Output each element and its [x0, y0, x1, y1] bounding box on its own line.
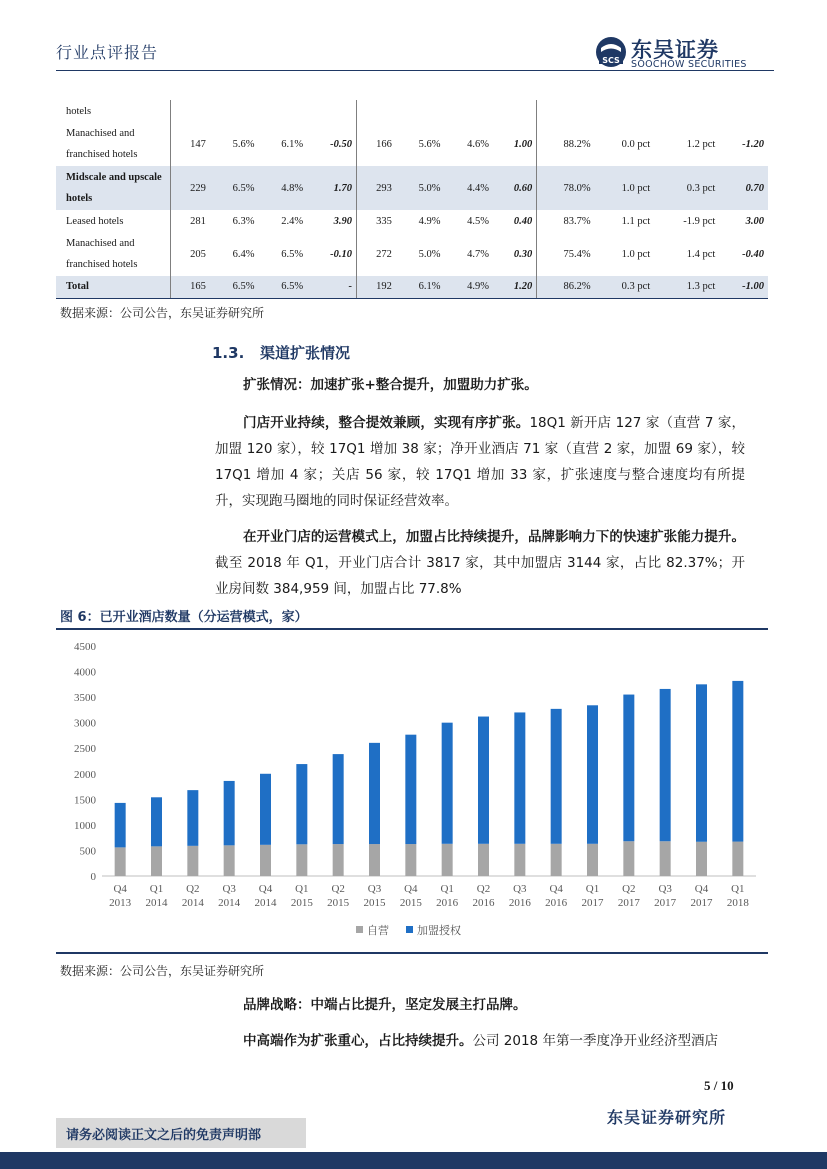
x-tick-label: Q1: [440, 883, 454, 895]
paragraph-brand-strategy: [215, 992, 745, 1018]
table-cell: 4.6%: [467, 138, 490, 150]
bar-franchised: [260, 774, 271, 845]
x-tick-label: 2013: [109, 897, 132, 909]
x-tick-label: Q1: [731, 883, 745, 895]
table-cell: [493, 100, 537, 122]
table-cell: [537, 100, 595, 122]
table-cell: 1.70: [307, 166, 356, 210]
x-tick-label: 2015: [399, 897, 422, 909]
legend-swatch: [356, 926, 363, 933]
table-row: [56, 210, 768, 232]
bar-franchised: [660, 689, 671, 841]
table-row: [56, 276, 768, 298]
x-tick-label: 2014: [218, 897, 241, 909]
y-tick-label: 3000: [74, 717, 96, 730]
svg-text:SCS: SCS: [602, 56, 620, 65]
table-cell: 281: [190, 215, 206, 227]
bar-franchised: [478, 717, 489, 844]
table-cell: 272: [376, 248, 392, 260]
x-tick-label: 2017: [690, 897, 713, 909]
table-cell: 147: [190, 138, 206, 150]
table-cell: 1.4 pct: [686, 248, 716, 260]
operating-metrics-table: [56, 100, 768, 299]
table-cell: -1.20: [742, 138, 764, 150]
y-tick-label: 4500: [74, 641, 96, 653]
paragraph-bold-lead: 品牌战略：中端占比提升，坚定发展主打品牌。: [243, 997, 527, 1013]
table-cell: 1.20: [493, 276, 537, 298]
table-cell: 3.00: [745, 215, 764, 227]
table-cell: [595, 100, 654, 122]
footer-disclaimer: 请务必阅读正文之后的免责声明部: [66, 1128, 262, 1143]
row-label: Manachised and franchised hotels: [56, 122, 171, 166]
table-source-note: 数据来源：公司公告，东吴证券研究所: [60, 306, 265, 320]
table-cell: [307, 100, 356, 122]
x-tick-label: 2016: [472, 897, 495, 909]
row-label: hotels: [56, 100, 171, 122]
x-tick-label: 2016: [436, 897, 459, 909]
legend-label: 加盟授权: [417, 924, 461, 937]
table-cell: 0.0 pct: [621, 138, 651, 150]
y-tick-label: 3500: [74, 692, 96, 705]
table-cell: 4.8%: [259, 166, 308, 210]
table-cell: 293: [356, 166, 395, 210]
paragraph-expansion-summary: [215, 372, 745, 398]
row-label: Total: [56, 276, 171, 298]
x-tick-label: 2017: [654, 897, 677, 909]
bar-franchised: [151, 797, 162, 846]
page-number: 5 / 10: [704, 1078, 734, 1093]
legend-label: 自营: [367, 924, 389, 937]
x-tick-label: 2016: [545, 897, 568, 909]
bar-self-operated: [732, 842, 743, 876]
report-type-title: 行业点评报告: [56, 43, 159, 62]
x-tick-label: 2014: [254, 897, 277, 909]
bar-franchised: [224, 781, 235, 845]
logo-mark-icon: [595, 36, 627, 68]
y-tick-label: 1000: [74, 819, 96, 832]
table-cell: 1.2 pct: [686, 138, 716, 150]
paragraph-bold-lead: 门店开业持续，整合提效兼顾，实现有序扩张。: [243, 415, 530, 431]
bar-self-operated: [551, 844, 562, 876]
table-cell: 1.0 pct: [595, 166, 654, 210]
table-cell: 165: [171, 276, 210, 298]
x-tick-label: Q4: [258, 883, 273, 895]
x-tick-label: Q1: [149, 883, 164, 895]
bar-franchised: [623, 695, 634, 842]
table-cell: 0.40: [493, 210, 537, 232]
y-tick-label: 500: [79, 845, 96, 858]
bar-self-operated: [478, 844, 489, 876]
paragraph-bold-lead: 在开业门店的运营模式上，加盟占比持续提升，品牌影响力下的快速扩张能力提升。: [243, 529, 745, 545]
table-cell: 166: [376, 138, 392, 150]
section-number: 1.3.: [212, 344, 245, 362]
x-tick-label: Q3: [367, 883, 382, 895]
bar-franchised: [442, 723, 453, 844]
x-tick-label: 2016: [508, 897, 531, 909]
paragraph-store-openings: [215, 410, 745, 514]
table-cell: 75.4%: [563, 248, 591, 260]
paragraph-operating-mode: [215, 524, 745, 602]
table-cell: 335: [376, 215, 392, 227]
x-tick-label: 2015: [327, 897, 350, 909]
footer-institute: 东吴证券研究所: [607, 1108, 727, 1127]
table-cell: -: [307, 276, 356, 298]
table-cell: 4.9%: [444, 276, 493, 298]
table-cell: 1.0 pct: [621, 248, 651, 260]
table-cell: 6.5%: [259, 276, 308, 298]
table-cell: [259, 100, 308, 122]
table-cell: 4.7%: [467, 248, 490, 260]
x-tick-label: Q2: [622, 883, 636, 895]
table-cell: 4.5%: [467, 215, 490, 227]
table-cell: 86.2%: [537, 276, 595, 298]
table-cell: 0.30: [493, 232, 537, 276]
bar-franchised: [187, 790, 198, 846]
row-label: Manachised and franchised hotels: [56, 232, 171, 276]
y-tick-label: 0: [90, 871, 96, 883]
bar-self-operated: [514, 844, 525, 876]
legend-swatch: [406, 926, 413, 933]
table-cell: 78.0%: [537, 166, 595, 210]
bar-franchised: [115, 803, 126, 847]
x-tick-label: Q2: [331, 883, 345, 895]
footer-bar: [0, 1152, 827, 1169]
x-tick-label: Q3: [658, 883, 672, 895]
row-label: Leased hotels: [56, 210, 171, 232]
y-tick-label: 2500: [74, 743, 96, 756]
company-logo: [595, 36, 765, 70]
figure-bottom-rule: [56, 952, 768, 954]
x-tick-label: 2017: [617, 897, 640, 909]
table-cell: 0.3 pct: [595, 276, 654, 298]
bar-self-operated: [623, 841, 634, 876]
table-cell: 83.7%: [563, 215, 591, 227]
table-row: [56, 122, 768, 166]
table-cell: 2.4%: [281, 215, 304, 227]
table-cell: 229: [171, 166, 210, 210]
x-tick-label: Q3: [222, 883, 236, 895]
table-cell: [171, 100, 210, 122]
bar-self-operated: [151, 846, 162, 876]
table-cell: [396, 100, 445, 122]
table-cell: 5.0%: [396, 166, 445, 210]
table-cell: 3.90: [307, 210, 356, 232]
bar-self-operated: [224, 845, 235, 876]
bar-franchised: [369, 743, 380, 844]
table-cell: 6.3%: [232, 215, 255, 227]
header-divider: [56, 70, 774, 71]
table-cell: 192: [356, 276, 395, 298]
table-cell: -0.40: [742, 248, 764, 260]
paragraph-body: 截至 2018 年 Q1，开业门店合计 3817 家，其中加盟店 3144 家，占比 82.37%；开业房间数 384,959 间，加盟占比 77.8%: [215, 555, 745, 597]
x-tick-label: Q1: [585, 883, 600, 895]
table-cell: 0.3 pct: [654, 166, 719, 210]
paragraph-bold-lead: 中高端作为扩张重心，占比持续提升。: [243, 1033, 473, 1049]
bar-self-operated: [696, 842, 707, 876]
table-cell: 0.60: [493, 166, 537, 210]
table-cell: 5.6%: [232, 138, 255, 150]
x-tick-label: Q1: [295, 883, 309, 895]
paragraph-bold-lead: 扩张情况：加速扩张+整合提升，加盟助力扩张。: [243, 377, 538, 393]
table-cell: [356, 100, 395, 122]
bar-self-operated: [333, 844, 344, 876]
x-tick-label: 2017: [581, 897, 604, 909]
x-tick-label: Q4: [113, 883, 127, 895]
bar-self-operated: [296, 844, 307, 876]
table-cell: -1.00: [719, 276, 768, 298]
x-tick-label: Q4: [694, 883, 709, 895]
table-cell: 4.4%: [444, 166, 493, 210]
section-heading: [212, 342, 350, 363]
x-tick-label: 2015: [290, 897, 313, 909]
table-cell: [719, 100, 768, 122]
bar-self-operated: [115, 847, 126, 876]
paragraph-body: 18Q1 新开店 127 家（直营 7 家，加盟 120 家），较 17Q1 增加 38 家；净开业酒店 71 家（直营 2 家，加盟 69 家），较 17Q1 增加 4 家；关店 56 家，较 17Q1 增加 33 家，扩张速度与整合速度均有所提升，实现跑马圈地的同时保证经营效率。: [215, 415, 745, 509]
table-cell: 6.5%: [210, 276, 259, 298]
table-cell: -0.10: [307, 232, 356, 276]
x-tick-label: 2014: [145, 897, 168, 909]
hotel-count-chart: [56, 630, 768, 950]
table-cell: 1.1 pct: [621, 215, 651, 227]
table-cell: 5.6%: [418, 138, 441, 150]
bar-franchised: [296, 764, 307, 844]
bar-self-operated: [187, 846, 198, 876]
bar-self-operated: [587, 844, 598, 876]
bar-franchised: [696, 684, 707, 841]
logo-text-en: SOOCHOW SECURITIES: [631, 59, 747, 70]
table-cell: 205: [190, 248, 206, 260]
x-tick-label: Q4: [549, 883, 563, 895]
x-tick-label: Q3: [513, 883, 527, 895]
paragraph-midscale-focus: [215, 1028, 745, 1054]
table-cell: -0.50: [307, 122, 356, 166]
logo-text-cn: 东吴证券: [631, 38, 719, 62]
bar-self-operated: [660, 841, 671, 876]
y-tick-label: 4000: [74, 666, 96, 679]
bar-self-operated: [260, 845, 271, 876]
table-cell: 1.00: [493, 122, 537, 166]
table-row: [56, 100, 768, 122]
bar-franchised: [732, 681, 743, 842]
table-cell: 6.1%: [396, 276, 445, 298]
bar-self-operated: [369, 844, 380, 876]
section-title: 渠道扩张情况: [259, 344, 350, 362]
bar-franchised: [551, 709, 562, 844]
table-cell: 4.9%: [418, 215, 441, 227]
figure-caption: 图 6：已开业酒店数量（分运营模式，家）: [60, 610, 308, 625]
table-row: [56, 232, 768, 276]
x-tick-label: 2015: [363, 897, 386, 909]
x-tick-label: 2014: [181, 897, 204, 909]
bar-franchised: [405, 735, 416, 844]
paragraph-body: 公司 2018 年第一季度净开业经济型酒店: [472, 1033, 718, 1049]
table-cell: 6.4%: [232, 248, 255, 260]
table-cell: [210, 100, 259, 122]
row-label: Midscale and upscale hotels: [56, 166, 171, 210]
table-cell: [444, 100, 493, 122]
chart-source-note: 数据来源：公司公告，东吴证券研究所: [60, 964, 265, 978]
table-cell: 6.5%: [281, 248, 304, 260]
bar-franchised: [333, 754, 344, 844]
table-cell: 6.5%: [210, 166, 259, 210]
x-tick-label: 2018: [726, 897, 749, 909]
bar-franchised: [587, 705, 598, 844]
x-tick-label: Q2: [186, 883, 200, 895]
y-tick-label: 2000: [74, 768, 96, 781]
table-cell: 6.1%: [281, 138, 304, 150]
bar-franchised: [514, 712, 525, 843]
x-tick-label: Q4: [404, 883, 418, 895]
bar-self-operated: [405, 844, 416, 876]
x-tick-label: Q2: [476, 883, 491, 895]
table-cell: 0.70: [719, 166, 768, 210]
table-cell: 1.3 pct: [654, 276, 719, 298]
table-cell: [654, 100, 719, 122]
table-cell: -1.9 pct: [683, 215, 716, 227]
table-cell: 5.0%: [418, 248, 441, 260]
bar-self-operated: [442, 844, 453, 876]
table-cell: 88.2%: [563, 138, 591, 150]
y-tick-label: 1500: [74, 794, 96, 807]
table-row: [56, 166, 768, 210]
